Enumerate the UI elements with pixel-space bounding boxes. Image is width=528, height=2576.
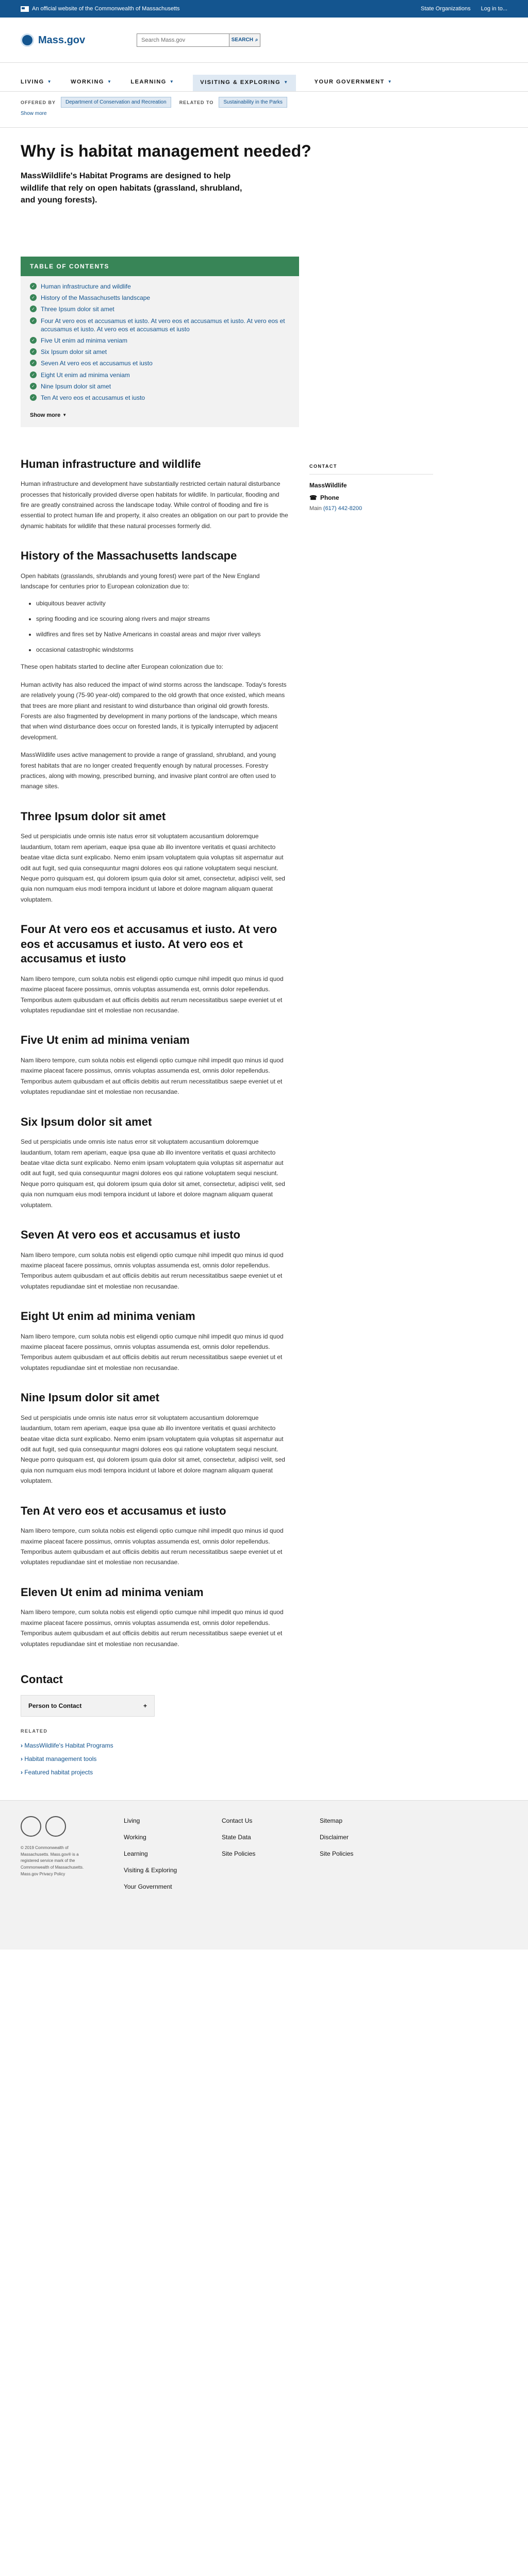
check-circle-icon: ✓ — [30, 348, 37, 355]
related-link[interactable]: › MassWildlife's Habitat Programs — [21, 1741, 507, 1750]
toc-item[interactable] — [30, 336, 290, 345]
check-circle-icon: ✓ — [30, 371, 37, 378]
section-title: Four At vero eos et accusamus et iusto. At vero eos et accusamus et iusto. At vero eos et accusamus et iusto — [21, 923, 277, 965]
organization-strip — [0, 92, 528, 128]
person-to-contact-button[interactable] — [21, 1695, 155, 1717]
section-title: History of the Massachusetts landscape — [21, 549, 237, 563]
page-title: Why is habitat management needed? — [21, 142, 311, 160]
page-content — [0, 457, 528, 1667]
toc-link[interactable]: Human infrastructure and wildlife — [41, 283, 131, 290]
sidebar-heading: CONTACT — [309, 463, 433, 475]
section-ten — [21, 1504, 289, 1568]
state-seal-icon — [45, 1816, 66, 1837]
footer-seals — [21, 1816, 98, 1837]
chevron-down-icon: ▼ — [62, 413, 67, 418]
section-paragraph: Nam libero tempore, cum soluta nobis est eligendi optio cumque nihil impedit quo minus id quod maxime placeat facere possimus, omnis voluptas assumenda est, omnis dolor repellendus. Temporibus autem quibusdam et aut officiis debitis aut rerum necessitatibus saepe eveniet ut et voluptates repudiandae sint et molestiae non recusandae. — [21, 1332, 284, 1371]
section-paragraph: Sed ut perspiciatis unde omnis iste natus error sit voluptatem accusantium doloremque laudantium, totam rem aperiam, eaque ipsa quae ab illo inventore veritatis et quasi architecto beatae vitae dicta sunt explicabo. Nemo enim ipsam voluptatem quia voluptas sit aspernatur aut odit aut fugit, sed quia consequuntur magni dolores eos qui ratione voluptatem sequi nesciunt. Neque porro quisquam est, qui dolorem ipsum quia dolor sit amet, consectetur, adipisci velit, sed quia non numquam eius modi tempora incidunt ut labore et dolore magnam aliquam quaerat voluptatem. — [21, 1138, 285, 1209]
show-more-orgs-link[interactable]: Show more — [21, 111, 47, 116]
plus-icon: + — [143, 1702, 147, 1709]
top-utility-bar — [0, 0, 528, 18]
section-nine — [21, 1391, 289, 1486]
footer-link[interactable]: Visiting & Exploring — [124, 1866, 177, 1874]
person-to-contact-label: Person to Contact — [28, 1702, 82, 1709]
chevron-down-icon: ▼ — [169, 79, 175, 84]
toc-item[interactable] — [30, 359, 290, 367]
check-circle-icon: ✓ — [30, 283, 37, 290]
toc-link[interactable]: Three Ipsum dolor sit amet — [41, 306, 114, 313]
contact-title: Contact — [21, 1672, 63, 1686]
related-link[interactable]: › Habitat management tools — [21, 1754, 507, 1764]
toc-link[interactable]: Six Ipsum dolor sit amet — [41, 348, 107, 356]
section-history — [21, 549, 289, 792]
phone-number-row — [309, 504, 433, 513]
related-heading: RELATED — [21, 1728, 48, 1734]
section-title: Nine Ipsum dolor sit amet — [21, 1391, 159, 1404]
section-paragraph: Nam libero tempore, cum soluta nobis est eligendi optio cumque nihil impedit quo minus id quod maxime placeat facere possimus, omnis voluptas assumenda est, omnis dolor repellendus. Temporibus autem quibusdam et aut officiis debitis aut rerum necessitatibus saepe eveniet ut et voluptates repudiandae sint et molestiae non recusandae. — [21, 1527, 284, 1566]
chevron-down-icon: ▼ — [284, 79, 289, 84]
toc-show-more-label: Show more — [30, 412, 61, 419]
toc-item[interactable] — [30, 282, 290, 291]
toc-link[interactable]: Nine Ipsum dolor sit amet — [41, 382, 111, 390]
toc-item[interactable] — [30, 294, 290, 302]
related-to-tag[interactable]: Sustainability in the Parks — [219, 97, 287, 108]
table-of-contents — [21, 257, 299, 427]
toc-link[interactable]: Eight Ut enim ad minima veniam — [41, 371, 130, 379]
main-navigation — [0, 63, 528, 92]
footer-brand — [21, 1816, 98, 1899]
section-paragraph: These open habitats started to decline after European colonization due to: — [21, 663, 223, 671]
toc-list — [21, 276, 299, 408]
section-seven — [21, 1228, 289, 1292]
check-circle-icon: ✓ — [30, 360, 37, 366]
toc-link[interactable]: Seven At vero eos et accusamus et iusto — [41, 360, 153, 367]
login-link[interactable]: Log in to... — [481, 5, 507, 12]
offered-by-tag[interactable]: Department of Conservation and Recreation — [61, 97, 171, 108]
section-four — [21, 922, 289, 1015]
related-link[interactable]: › Featured habitat projects — [21, 1768, 507, 1777]
offered-by-label: OFFERED BY — [21, 100, 56, 106]
nav-your-government[interactable] — [315, 78, 393, 92]
section-title: Eight Ut enim ad minima veniam — [21, 1310, 195, 1323]
nav-working[interactable] — [71, 78, 112, 92]
check-circle-icon: ✓ — [30, 394, 37, 401]
footer-col-2 — [222, 1816, 294, 1899]
official-site-text: An official website of the Commonwealth of Massachusetts — [32, 5, 180, 12]
section-title: Eleven Ut enim ad minima veniam — [21, 1585, 204, 1599]
phone-label: Phone — [320, 494, 339, 502]
section-paragraph: Nam libero tempore, cum soluta nobis est eligendi optio cumque nihil impedit quo minus id quod maxime placeat facere possimus, omnis voluptas assumenda est, omnis dolor repellendus. Temporibus autem quibusdam et aut officiis debitis aut rerum necessitatibus saepe eveniet ut et voluptates repudiandae sint et molestiae non recusandae. — [21, 1057, 284, 1096]
logo-text: Mass.gov — [38, 34, 86, 46]
phone-icon: ☎ — [309, 494, 317, 502]
section-title: Five Ut enim ad minima veniam — [21, 1033, 190, 1047]
toc-item[interactable] — [30, 382, 290, 391]
nav-living-label: LIVING — [21, 78, 44, 85]
toc-link[interactable]: Five Ut enim ad minima veniam — [41, 336, 128, 344]
phone-prefix: Main — [309, 505, 322, 512]
check-circle-icon: ✓ — [30, 306, 37, 312]
toc-link[interactable]: History of the Massachusetts landscape — [41, 294, 151, 302]
main-column — [21, 457, 289, 1667]
search-button[interactable] — [229, 34, 260, 46]
nav-learning-label: LEARNING — [130, 78, 167, 85]
footer-link[interactable]: Site Policies — [222, 1850, 256, 1857]
section-five — [21, 1033, 289, 1097]
section-paragraph: Nam libero tempore, cum soluta nobis est eligendi optio cumque nihil impedit quo minus id quod maxime placeat facere possimus, omnis voluptas assumenda est, omnis dolor repellendus. Temporibus autem quibusdam et aut officiis debitis aut rerum necessitatibus saepe eveniet ut et voluptates repudiandae sint et molestiae non recusandae. — [21, 1251, 284, 1290]
section-paragraph: MassWildlife uses active management to provide a range of grassland, shrubland, and young forest habitats that are no longer created frequently enough by natural processes. Forestry practices, along with mowing, prescribed burning, and invasive plant control are often used to manage sites. — [21, 751, 276, 790]
phone-number-link[interactable]: (617) 442-8200 — [323, 505, 362, 512]
page-lead: MassWildlife's Habitat Programs are designed to help wildlife that rely on open habitats (grassland, shrubland, and young forests). — [21, 172, 242, 205]
footer-link[interactable]: Working — [124, 1833, 146, 1841]
nav-visiting-label: VISITING & EXPLORING — [200, 79, 281, 86]
search-icon: ⌕ — [255, 37, 258, 43]
section-three — [21, 809, 289, 905]
section-paragraph: Nam libero tempore, cum soluta nobis est eligendi optio cumque nihil impedit quo minus id quod maxime placeat facere possimus, omnis voluptas assumenda est, omnis dolor repellendus. Temporibus autem quibusdam et aut officiis debitis aut rerum necessitatibus saepe eveniet ut et voluptates repudiandae sint et molestiae non recusandae. — [21, 975, 284, 1014]
section-paragraph: Sed ut perspiciatis unde omnis iste natus error sit voluptatem accusantium doloremque laudantium, totam rem aperiam, eaque ipsa quae ab illo inventore veritatis et quasi architecto beatae vitae dicta sunt explicabo. Nemo enim ipsam voluptatem quia voluptas sit aspernatur aut odit aut fugit, sed quia consequuntur magni dolores eos qui ratione voluptatem sequi nesciunt. Neque porro quisquam est, qui dolorem ipsum quia dolor sit amet, consectetur, adipisci velit, sed quia non numquam eius modi tempora incidunt ut labore et dolore magnam aliquam quaerat voluptatem. — [21, 833, 285, 903]
check-circle-icon: ✓ — [30, 383, 37, 389]
toc-heading: TABLE OF CONTENTS — [21, 257, 299, 276]
page-hero — [0, 128, 528, 257]
section-human-infrastructure — [21, 457, 289, 532]
site-footer — [0, 1800, 528, 1950]
toc-link[interactable]: Ten At vero eos et accusamus et iusto — [41, 394, 145, 401]
section-eight — [21, 1309, 289, 1373]
search-bar — [137, 33, 260, 47]
section-title: Three Ipsum dolor sit amet — [21, 809, 166, 823]
toc-item[interactable] — [30, 305, 290, 313]
section-paragraph: Open habitats (grasslands, shrublands and young forest) were part of the New England landscape for centuries prior to European colonization due to: — [21, 572, 260, 590]
check-circle-icon: ✓ — [30, 294, 37, 301]
utility-links — [421, 5, 507, 13]
nav-visiting-exploring[interactable] — [193, 75, 295, 91]
list-item: • ubiquitous beaver activity — [36, 599, 289, 608]
toc-item[interactable] — [30, 348, 290, 356]
contact-sidebar — [309, 457, 433, 1667]
nav-learning[interactable] — [130, 78, 174, 92]
section-six — [21, 1115, 289, 1210]
section-title: Six Ipsum dolor sit amet — [21, 1115, 152, 1128]
section-title: Seven At vero eos et accusamus et iusto — [21, 1228, 240, 1241]
check-circle-icon: ✓ — [30, 337, 37, 344]
list-item: • occasional catastrophic windstorms — [36, 645, 289, 654]
footer-link[interactable]: Sitemap — [320, 1817, 343, 1824]
section-paragraph: Nam libero tempore, cum soluta nobis est eligendi optio cumque nihil impedit quo minus id quod maxime placeat facere possimus, omnis voluptas assumenda est, omnis dolor repellendus. Temporibus autem quibusdam et aut officiis debitis aut rerum necessitatibus saepe eveniet ut et voluptates repudiandae sint et molestiae non recusandae. — [21, 1608, 284, 1648]
footer-col-3 — [320, 1816, 392, 1899]
section-title: Ten At vero eos et accusamus et iusto — [21, 1504, 226, 1517]
footer-link[interactable]: Contact Us — [222, 1817, 253, 1824]
chevron-down-icon: ▼ — [107, 79, 112, 84]
toc-link[interactable]: Four At vero eos et accusamus et iusto. At vero eos et accusamus et iusto. At vero eos et accusamus et iusto. At vero eos et accusamus et iusto — [41, 317, 285, 333]
sidebar-org-name: MassWildlife — [309, 482, 347, 489]
state-seal-icon — [21, 1816, 41, 1837]
footer-link[interactable]: Living — [124, 1817, 140, 1824]
nav-working-label: WORKING — [71, 78, 104, 85]
section-title: Human infrastructure and wildlife — [21, 457, 201, 470]
section-paragraph: Sed ut perspiciatis unde omnis iste natus error sit voluptatem accusantium doloremque laudantium, totam rem aperiam, eaque ipsa quae ab illo inventore veritatis et quasi architecto beatae vitae dicta sunt explicabo. Nemo enim ipsam voluptatem quia voluptas sit aspernatur aut odit aut fugit, sed quia consequuntur magni dolores eos qui ratione voluptatem sequi nesciunt. Neque porro quisquam est, qui dolorem ipsum quia dolor sit amet, consectetur, adipisci velit, sed quia non numquam eius modi tempora incidunt ut labore et dolore magnam aliquam quaerat voluptatem. — [21, 1414, 285, 1485]
search-input[interactable]: Search Mass.gov — [141, 37, 186, 43]
list-item: • wildfires and fires set by Native Americans in coastal areas and major river valleys — [36, 630, 289, 639]
flag-icon — [21, 6, 29, 12]
search-button-label: SEARCH — [231, 37, 253, 43]
site-header — [0, 18, 528, 63]
footer-col-1 — [124, 1816, 196, 1899]
phone-row — [309, 493, 433, 502]
toc-show-more-button[interactable] — [21, 408, 299, 427]
footer-link[interactable]: Learning — [124, 1850, 148, 1857]
related-section — [0, 1728, 528, 1800]
official-site-banner — [21, 5, 180, 13]
section-paragraph: Human infrastructure and development have substantially restricted certain natural disturbance processes that historically provided diverse open habitats for wildlife. In particular, flooding and fire are greatly constrained across the landscape today. While control of flooding and fire is essential to protect human life and property, it also creates an obligation on our part to provide the dynamic habitats for wildlife that these natural processes formerly did. — [21, 480, 288, 530]
chevron-down-icon: ▼ — [387, 79, 393, 84]
check-circle-icon: ✓ — [30, 317, 37, 324]
footer-link[interactable]: Disclaimer — [320, 1833, 349, 1841]
toc-item[interactable] — [30, 371, 290, 379]
footer-legal: © 2019 Commonwealth of Massachusetts. Mass.gov® is a registered service mark of the Commonwealth of Massachusetts. Mass.gov Privacy Policy — [21, 1845, 84, 1877]
toc-item[interactable] — [30, 394, 290, 402]
chevron-down-icon: ▼ — [47, 79, 53, 84]
footer-link[interactable]: Your Government — [124, 1883, 172, 1890]
history-list — [21, 599, 289, 654]
section-paragraph: Human activity has also reduced the impact of wind storms across the landscape. Today's forests are relatively young (75-90 year-old) compared to the old growth that once existed, which means that trees are more pliant and resistant to wind disturbance than original old growth forests. Forests are also fragmented by development in many portions of the landscape, which means that when wind disturbance does occur on forested lands, it is typically interrupted by adjacent development. — [21, 681, 287, 741]
related-to-label: RELATED TO — [179, 100, 214, 106]
footer-link[interactable]: Site Policies — [320, 1850, 354, 1857]
footer-link[interactable]: State Data — [222, 1833, 251, 1841]
contact-section — [0, 1671, 528, 1717]
toc-item[interactable] — [30, 317, 290, 333]
state-seal-icon — [21, 33, 34, 47]
nav-government-label: YOUR GOVERNMENT — [314, 78, 385, 85]
site-logo[interactable] — [21, 32, 85, 48]
nav-living[interactable] — [21, 78, 52, 92]
list-item: • spring flooding and ice scouring along rivers and major streams — [36, 614, 289, 623]
section-eleven — [21, 1585, 289, 1649]
state-organizations-link[interactable]: State Organizations — [421, 5, 471, 12]
